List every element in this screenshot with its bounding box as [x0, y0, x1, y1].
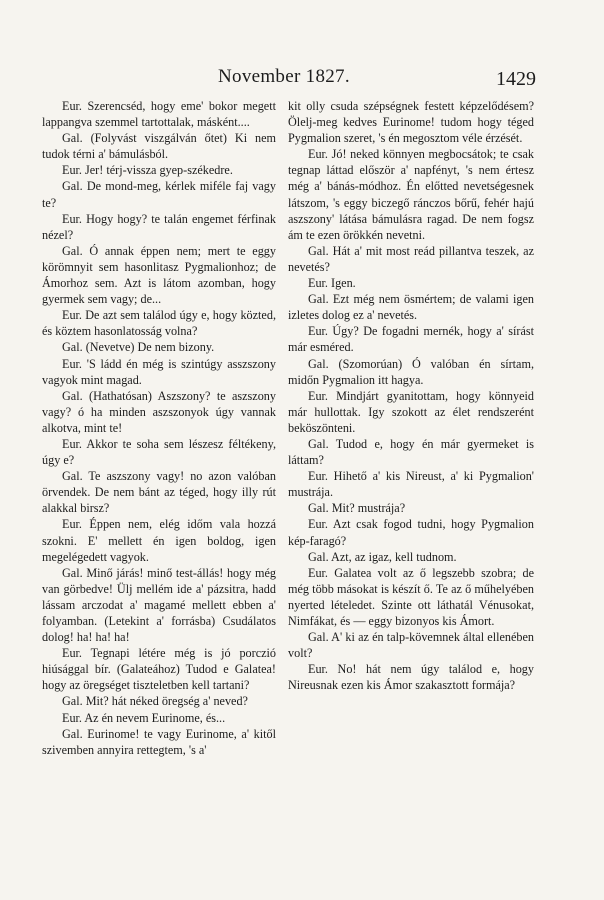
dialogue-paragraph: Eur. 'S ládd én még is szintúgy asszszony vagyok mint magad. — [42, 356, 276, 387]
dialogue-paragraph: Gal. De mond-meg, kérlek miféle faj vagy te? — [42, 179, 276, 210]
running-header — [0, 66, 604, 96]
dialogue-paragraph: Eur. Jer! térj-vissza gyep-székedre. — [62, 163, 233, 178]
left-text-column — [42, 98, 276, 758]
running-title: November 1827. — [218, 66, 350, 87]
dialogue-paragraph: Gal. (Nevetve) De nem bizony. — [62, 340, 215, 355]
dialogue-paragraph: Eur. Igen. — [308, 276, 356, 291]
dialogue-paragraph: Gal. A' ki az én talp-kövemnek által ellenében volt? — [288, 630, 534, 661]
dialogue-paragraph: Gal. Tudod e, hogy én már gyermeket is láttam? — [288, 436, 534, 468]
dialogue-paragraph: Gal. Eurinome! te vagy Eurinome, a' kitől szivemben annyira rettegtem, 's a' — [42, 726, 276, 757]
dialogue-paragraph: Eur. Hogy hogy? te talán engemet férfinak nézel? — [42, 211, 276, 242]
dialogue-paragraph: Gal. Azt, az igaz, kell tudnom. — [308, 549, 457, 564]
dialogue-paragraph: Eur. Éppen nem, elég időm vala hozzá szokni. E' mellett én igen boldog, igen megelégedett vagyok. — [42, 517, 276, 564]
dialogue-paragraph: Eur. De azt sem találod úgy e, hogy közted, és köztem hasonlatosság volna? — [42, 308, 276, 339]
dialogue-paragraph: Gal. Minő járás! minő test-állás! hogy még van görbedve! Ülj mellém ide a' pázsitra, hadd lássam arczodat a' magamé mellett ebben a' folyamban. (Letekint a' forrásba) Csudálatos dolog! ha! ha! ha! — [42, 565, 276, 645]
dialogue-paragraph: Gal. (Folyvást viszgálván őtet) Ki nem tudok térni a' bámulásból. — [42, 131, 276, 162]
page-number: 1429 — [496, 68, 536, 90]
right-text-column — [288, 98, 534, 693]
dialogue-paragraph: Eur. Galatea volt az ő legszebb szobra; de még több másokat is készít ő. Te az ő műhelyében nyerted lételedet. Szinte ott láthatál Vénusokat, Nimfákat, és — eggy bizonyos kis Ámort. — [288, 565, 534, 628]
dialogue-paragraph: Eur. Az én nevem Eurinome, és... — [62, 710, 226, 725]
dialogue-paragraph: Gal. Mit? hát néked öregség a' neved? — [62, 694, 248, 709]
dialogue-paragraph: Eur. Tegnapi létére még is jó porczió hiúsággal bír. (Galateához) Tudod e Galatea! hogy az öregséget tiszteletben kell tartani? — [42, 646, 276, 693]
dialogue-paragraph: Gal. (Szomorúan) Ó valóban én sírtam, midőn Pygmalion itt hagya. — [288, 356, 534, 387]
dialogue-paragraph: Gal. Ezt még nem ösmértem; de valami igen izletes dolog ez a' nevetés. — [288, 292, 534, 323]
dialogue-paragraph: kit olly csuda szépségnek festett képzelődésem? Ölelj-meg kedves Eurinome! tudom hogy téged Pygmalion szeret, 's én megosztom véle érzését. — [288, 99, 534, 146]
dialogue-paragraph: Eur. Jó! neked könnyen megbocsátok; te csak tegnap láttad először a' napfényt, 's nem értesz még a' bánás-módhoz. Én előtted nevetségesnek látszom, 's eggy biczegő ránczos bőrű, fehér hajú aszszony' látása bámulásra ragad. De nem fogsz ám te ezen örökkén nevetni. — [288, 147, 534, 242]
dialogue-paragraph: Eur. No! hát nem úgy találod e, hogy Nireusnak ezen kis Ámor szakasztott formája? — [288, 662, 534, 693]
dialogue-paragraph: Gal. (Hathatósan) Aszszony? te aszszony vagy? ó ha minden aszszonyok úgy vannak alkotva, mint te! — [42, 388, 276, 435]
dialogue-paragraph: Eur. Akkor te soha sem lészesz féltékeny, úgy e? — [42, 436, 276, 468]
dialogue-paragraph: Gal. Hát a' mit most reád pillantva teszek, az nevetés? — [288, 243, 534, 274]
dialogue-paragraph: Eur. Hihető a' kis Nireust, a' ki Pygmalion' mustrája. — [288, 469, 534, 500]
dialogue-paragraph: Eur. Szerencséd, hogy eme' bokor megett lappangva szemmel tartottalak, másként.... — [42, 99, 276, 130]
dialogue-paragraph: Gal. Mit? mustrája? — [308, 501, 406, 516]
dialogue-paragraph: Eur. Mindjárt gyanitottam, hogy könnyeid már hullottak. Igy szokott az élet rendszerént beköszönteni. — [288, 388, 534, 435]
dialogue-paragraph: Gal. Ó annak éppen nem; mert te eggy körömnyit sem hasonlitasz Pygmalionhoz; de Ámorhoz sem. Azt is látom azomban, hogy gyermek sem vagy; de... — [42, 243, 276, 307]
dialogue-paragraph: Gal. Te aszszony vagy! no azon valóban örvendek. De nem bánt az téged, hogy illy rút alakkal birsz? — [42, 469, 276, 516]
dialogue-paragraph: Eur. Úgy? De fogadni mernék, hogy a' sírást már esméred. — [288, 324, 534, 355]
dialogue-paragraph: Eur. Azt csak fogod tudni, hogy Pygmalion kép-faragó? — [288, 517, 534, 548]
